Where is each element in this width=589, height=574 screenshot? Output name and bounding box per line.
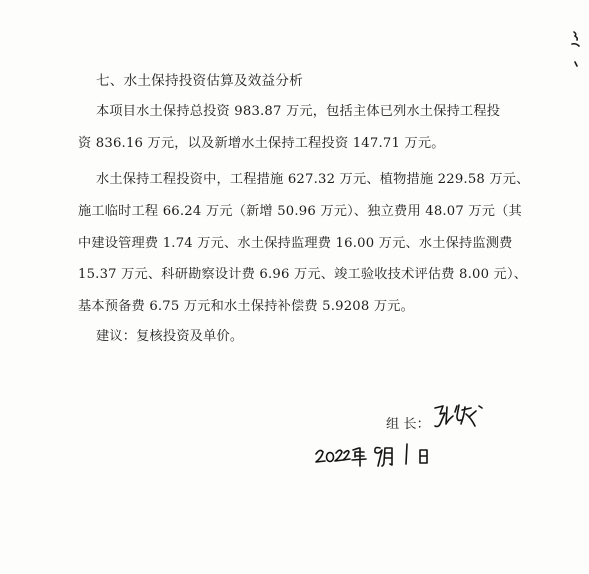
section-heading: 七、水土保持投资估算及效益分析 — [96, 73, 303, 89]
handwritten-date — [314, 438, 444, 468]
paragraph-2-line-1: 水土保持工程投资中，工程措施 627.32 万元、植物措施 229.58 万元、 — [96, 172, 530, 187]
paragraph-2-line-3: 中建设管理费 1.74 万元、水土保持监理费 16.00 万元、水土保持监测费 — [78, 236, 513, 251]
paragraph-2-line-2: 施工临时工程 66.24 万元（新增 50.96 万元）、独立费用 48.07 万元（其 — [78, 204, 522, 219]
margin-mark — [568, 30, 582, 72]
paragraph-2-line-5: 基本预备费 6.75 万元和水土保持补偿费 5.9208 万元。 — [78, 299, 415, 314]
paragraph-1-line-2: 资 836.16 万元，以及新增水土保持工程投资 147.71 万元。 — [78, 136, 445, 151]
handwritten-signature — [431, 402, 487, 432]
recommendation-text: 建议：复核投资及单价。 — [96, 329, 244, 344]
team-leader-label: 组 长： — [386, 417, 430, 432]
paragraph-2-line-4: 15.37 万元、科研勘察设计费 6.96 万元、竣工验收技术评估费 8.00 元）、 — [78, 267, 528, 282]
paragraph-1-line-1: 本项目水土保持总投资 983.87 万元，包括主体已列水土保持工程投 — [96, 104, 501, 119]
